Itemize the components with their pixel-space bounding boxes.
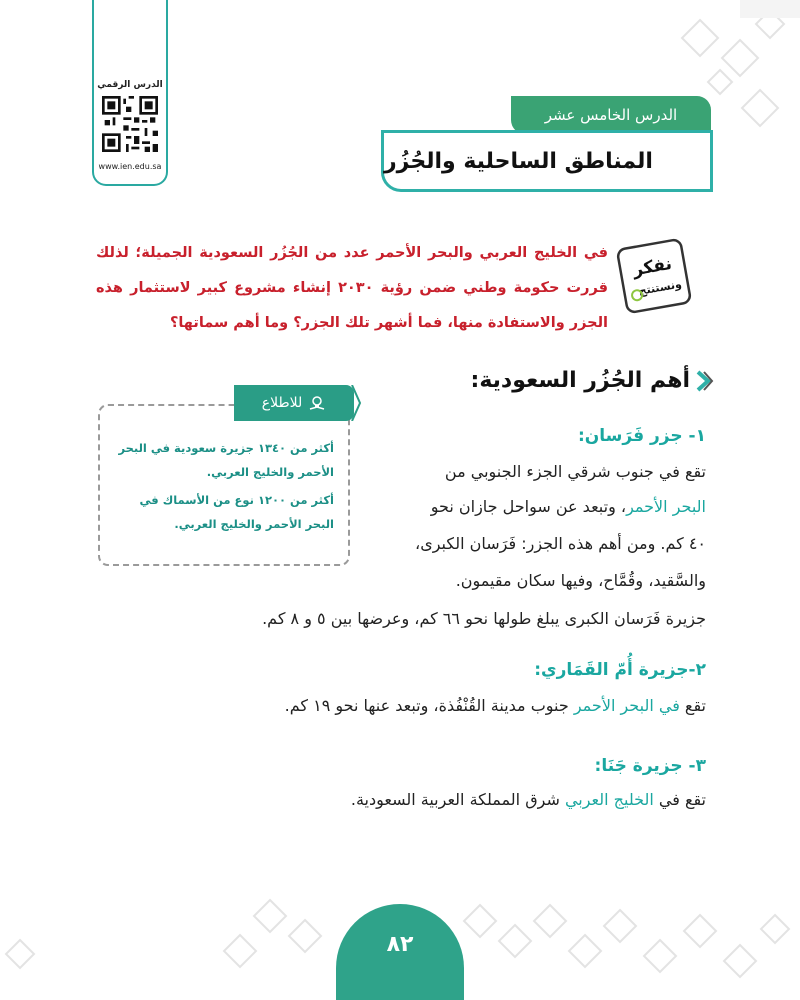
info-tab: [234, 385, 354, 421]
think-badge-line1: نفكر: [631, 253, 674, 281]
umm-alqamari-line: [285, 696, 706, 715]
digital-lesson-tab[interactable]: [92, 0, 168, 186]
jana-line: [351, 790, 706, 809]
page-number: ٨٢: [336, 904, 464, 1000]
info-item-1: أكثر من ١٣٤٠ جزيرة سعودية في البحر الأحمر والخليج العربي.: [118, 441, 334, 479]
info-box: [98, 404, 350, 566]
red-sea-highlight: البحر الأحمر: [626, 497, 706, 516]
jana-line-post: شرق المملكة العربية السعودية.: [350, 790, 565, 809]
farasan-line-2-rest: ، وتبعد عن سواحل جازان نحو: [430, 497, 627, 516]
umm-alqamari-heading: ٢-جزيرة أُمّ القَمَاري:: [534, 660, 706, 680]
chevron-right-icon: [696, 370, 714, 392]
qr-code-icon[interactable]: [102, 96, 158, 152]
umm-alqamari-line-pre: تقع: [679, 696, 706, 715]
info-tab-tip: [346, 385, 362, 421]
farasan-heading: ١- جزر فَرَسان:: [577, 426, 706, 446]
farasan-line-3: ٤٠ كم. ومن أهم هذه الجزر: فَرَسان الكبرى،: [415, 534, 706, 553]
lightbulb-book-icon: [308, 394, 326, 412]
think-question-text: في الخليج العربي والبحر الأحمر عدد من الجُزُر السعودية الجميلة؛ لذلك قررت حكومة وطني ضمن رؤية ٢٠٣٠ إنشاء مشروع كبير لاستثمار هذه الجزر والاستفادة منها، فما أشهر تلك الجزر؟ وما أهم سماتها؟: [96, 245, 608, 331]
think-badge-icon: [614, 236, 694, 316]
think-badge-line2: ونستنتج: [637, 277, 683, 298]
digital-lesson-url[interactable]: www.ien.edu.sa: [98, 162, 162, 171]
farasan-line-4: والسَّقيد، وقُمَّاح، وفيها سكان مقيمون.: [455, 571, 706, 590]
umm-alqamari-highlight: في البحر الأحمر: [573, 696, 680, 715]
lesson-number-label: الدرس الخامس عشر: [511, 96, 711, 134]
jana-highlight: الخليج العربي: [564, 790, 654, 809]
section-heading-text: أهم الجُزُر السعودية:: [470, 368, 690, 393]
jana-line-pre: تقع في: [653, 790, 706, 809]
farasan-line-1: تقع في جنوب شرقي الجزء الجنوبي من: [444, 462, 706, 481]
section-heading: [471, 368, 714, 393]
lesson-title-box: [381, 130, 713, 192]
farasan-line-5: جزيرة فَرَسان الكبرى يبلغ طولها نحو ٦٦ كم، وعرضها بين ٥ و ٨ كم.: [262, 609, 706, 628]
digital-lesson-label: الدرس الرقمي: [97, 80, 163, 90]
farasan-line-2: [431, 497, 706, 516]
lesson-title: المناطق الساحلية والجُزُر: [384, 148, 653, 174]
umm-alqamari-line-post: جنوب مدينة القُنْفُذة، وتبعد عنها نحو ١٩ كم.: [284, 696, 574, 715]
info-item-2: أكثر من ١٢٠٠ نوع من الأسماك في البحر الأحمر والخليج العربي.: [139, 493, 334, 531]
jana-heading: ٣- جزيرة جَنَا:: [594, 756, 706, 776]
info-tab-label: للاطلاع: [261, 395, 303, 411]
